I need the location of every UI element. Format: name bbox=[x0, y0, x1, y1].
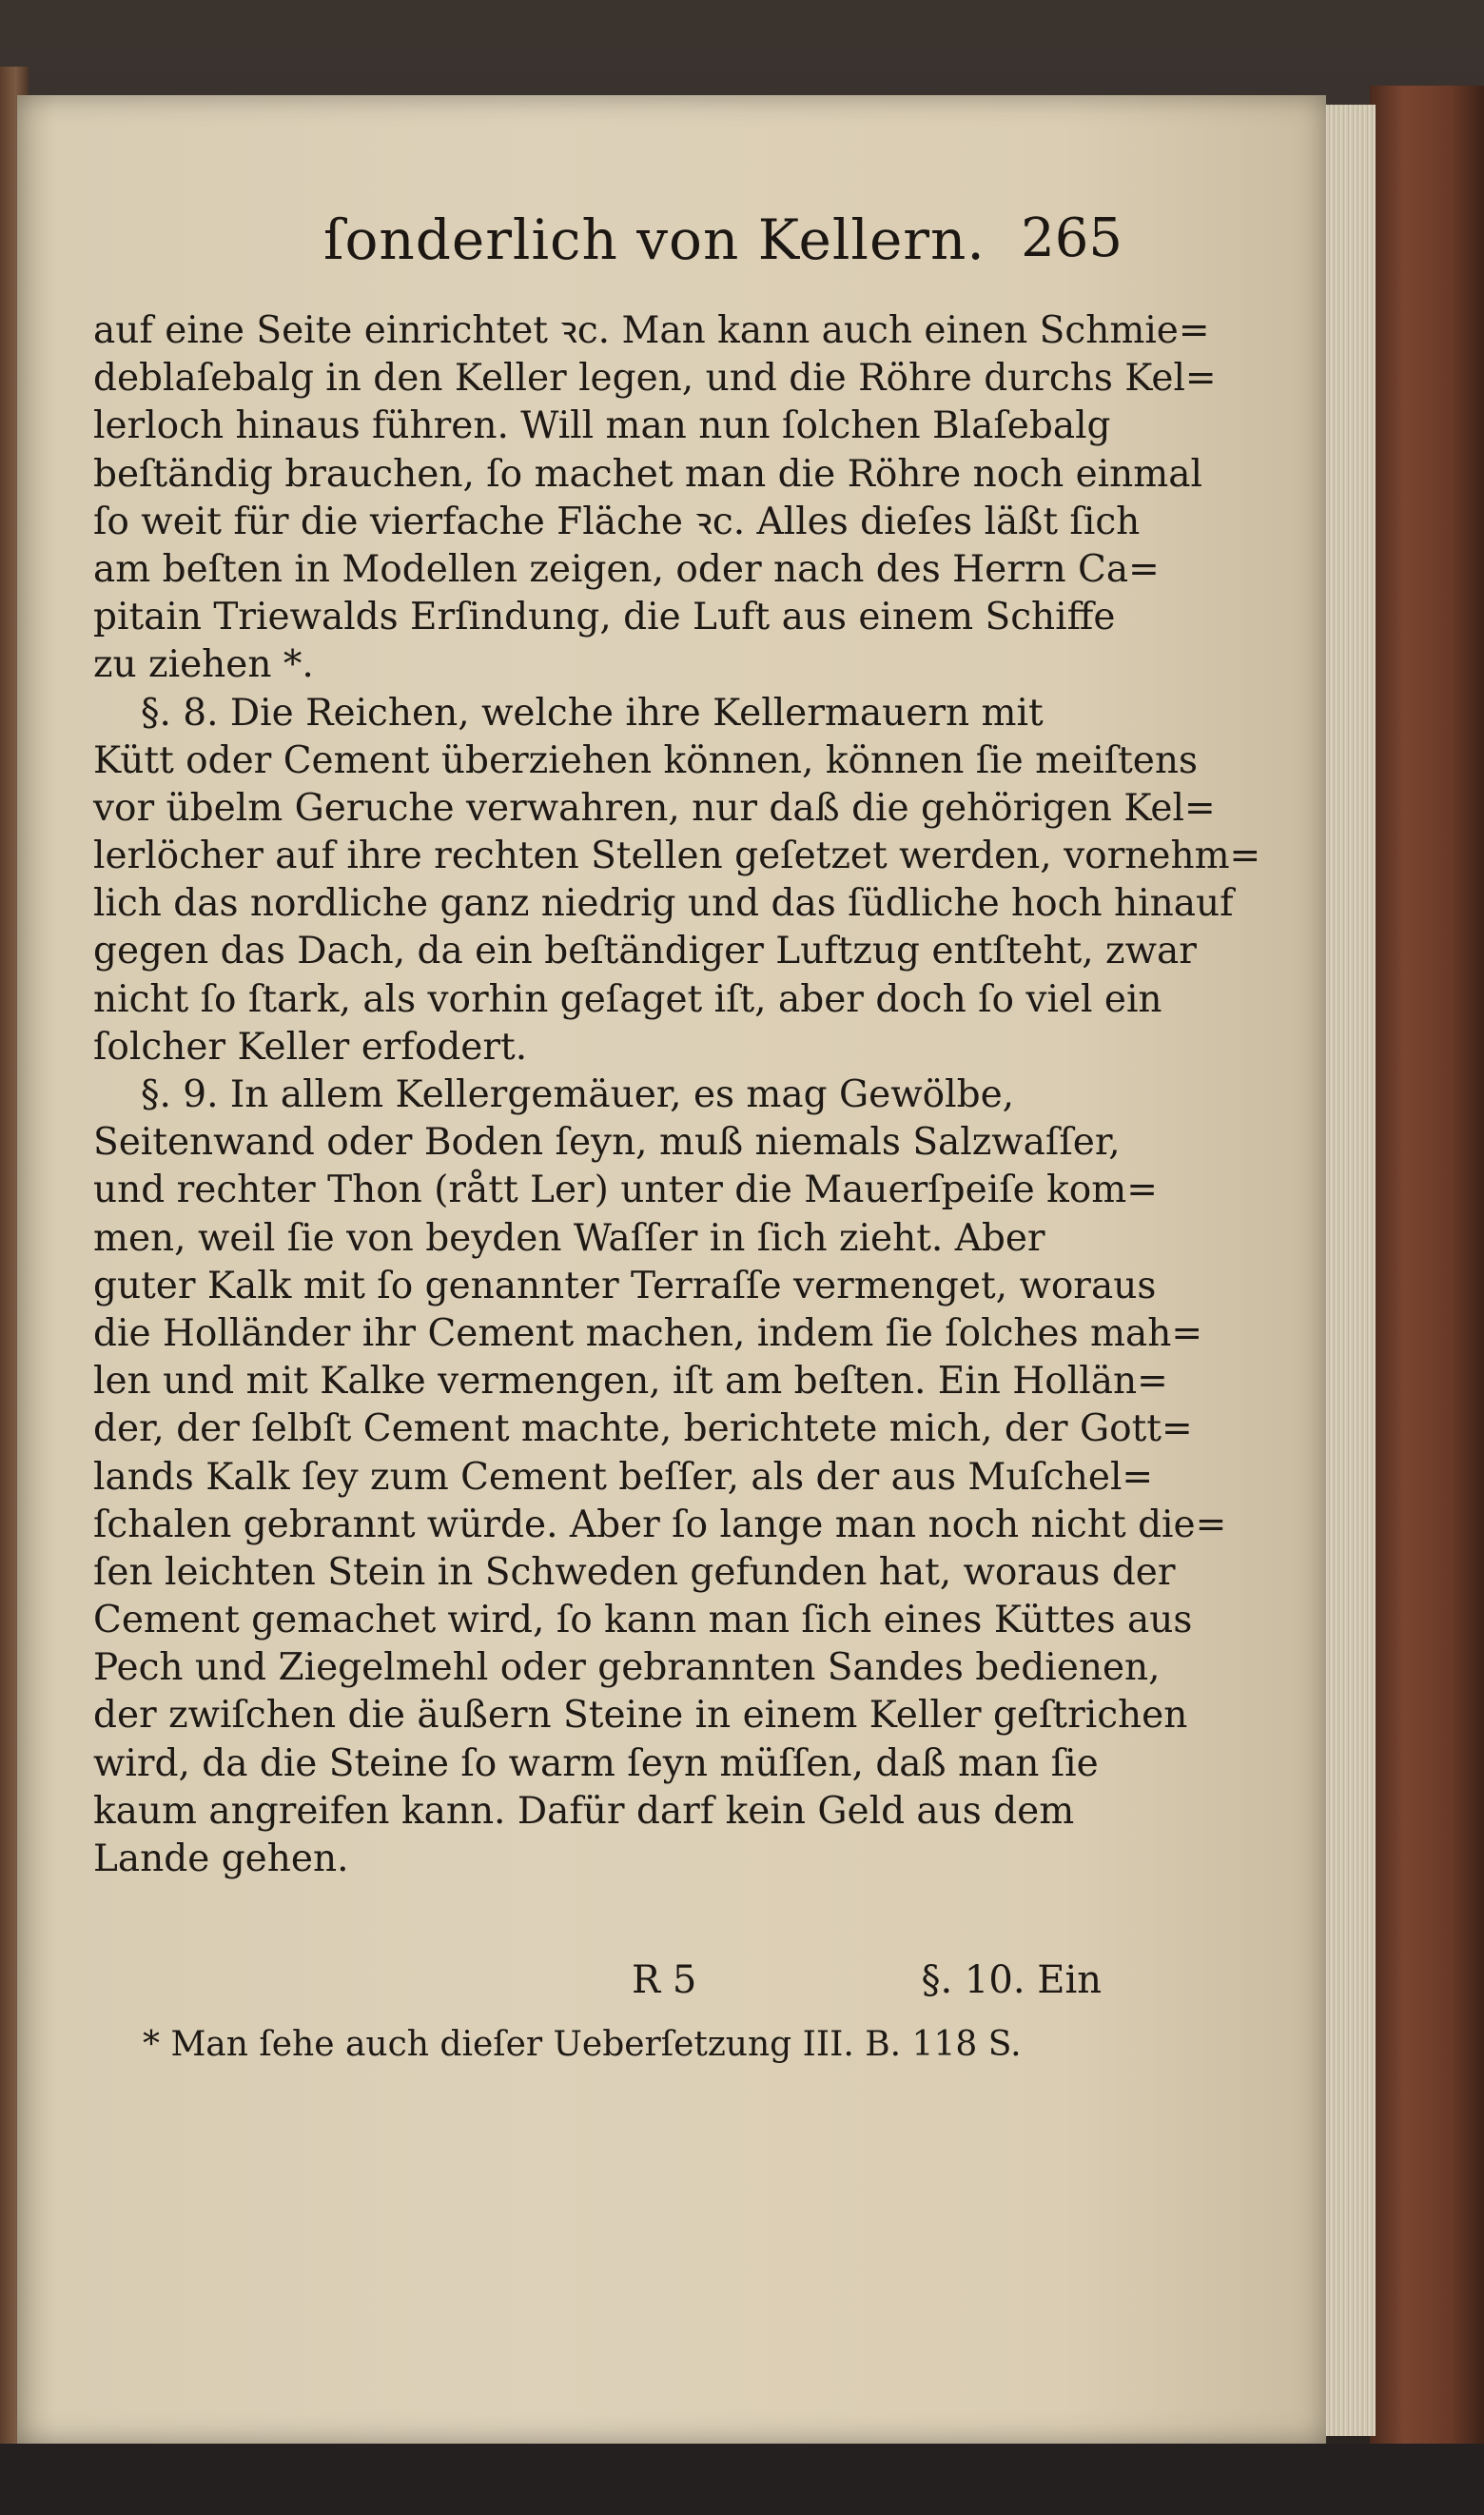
text-line: zu ziehen *. bbox=[93, 643, 314, 687]
text-line: nicht ſo ſtark, als vorhin geſaget iſt, aber doch ſo viel ein bbox=[93, 977, 1162, 1021]
book-cover-edge bbox=[1370, 86, 1484, 2465]
text-line: Cement gemachet wird, ſo kann man ſich eines Küttes aus bbox=[93, 1599, 1193, 1642]
text-line: Lande gehen. bbox=[93, 1837, 349, 1880]
text-line: ſen leichten Stein in Schweden gefunden hat, woraus der bbox=[93, 1550, 1176, 1594]
text-line: auf eine Seite einrichtet ꝛc. Man kann auch einen Schmie= bbox=[93, 309, 1210, 352]
text-line: lerloch hinaus führen. Will man nun ſolchen Blaſebalg bbox=[93, 404, 1111, 448]
text-line: am beſten in Modellen zeigen, oder nach des Herrn Ca= bbox=[93, 547, 1160, 591]
text-line: der zwiſchen die äußern Steine in einem Keller geſtrichen bbox=[93, 1694, 1188, 1738]
text-line: der, der ſelbſt Cement machte, berichtete mich, der Gott= bbox=[93, 1407, 1193, 1451]
text-line: pitain Triewalds Erſindung, die Luft aus einem Schiffe bbox=[93, 596, 1116, 639]
text-line: lands Kalk ſey zum Cement beſſer, als der aus Muſchel= bbox=[93, 1455, 1154, 1499]
text-line: und rechter Thon (rått Ler) unter die Mauerſpeiſe kom= bbox=[93, 1169, 1158, 1212]
text-line: ſchalen gebrannt würde. Aber ſo lange man noch nicht die= bbox=[93, 1503, 1227, 1546]
scan-bottom-margin bbox=[0, 2444, 1484, 2515]
signature-row bbox=[93, 1958, 1102, 2015]
paragraph-start: §. 8. Die Reichen, welche ihre Kellermauern mit bbox=[141, 691, 1044, 735]
text-line: len und mit Kalke vermengen, iſt am beſten. Ein Hollän= bbox=[93, 1360, 1168, 1404]
text-line: ſo weit für die vierfache Fläche ꝛc. Alles dieſes läßt ſich bbox=[93, 500, 1141, 543]
text-line: deblaſebalg in den Keller legen, und die Röhre durchs Kel= bbox=[93, 357, 1217, 401]
text-line: beſtändig brauchen, ſo machet man die Röhre noch einmal bbox=[93, 452, 1202, 496]
printer-signature: R 5 bbox=[632, 1958, 697, 2002]
text-line: Pech und Ziegelmehl oder gebrannten Sandes bedienen, bbox=[93, 1646, 1161, 1690]
text-line: guter Kalk mit ſo genannter Terraſſe vermenget, woraus bbox=[93, 1264, 1157, 1307]
text-line: Seitenwand oder Boden ſeyn, muß niemals Salzwaſſer, bbox=[93, 1121, 1121, 1165]
footnote: * Man ſehe auch dieſer Ueberſetzung III. B. 118 S. bbox=[143, 2025, 1022, 2064]
text-line: lerlöcher auf ihre rechten Stellen geſetzet werden, vornehm= bbox=[93, 835, 1261, 878]
text-line: kaum angreifen kann. Dafür darf kein Geld aus dem bbox=[93, 1789, 1075, 1833]
text-line: ſolcher Keller erfodert. bbox=[93, 1025, 528, 1069]
text-line: Kütt oder Cement überziehen können, können ſie meiſtens bbox=[93, 738, 1199, 782]
running-title: ſonderlich von Kellern. bbox=[323, 207, 986, 272]
paragraph-start: §. 9. In allem Kellergemäuer, es mag Gewölbe, bbox=[141, 1073, 1015, 1116]
text-line: gegen das Dach, da ein beſtändiger Luftzug entſteht, zwar bbox=[93, 930, 1197, 973]
page-number: 265 bbox=[1021, 207, 1123, 269]
text-line: lich das nordliche ganz niedrig und das ſüdliche hoch hinauf bbox=[93, 882, 1234, 926]
text-line: wird, da die Steine ſo warm ſeyn müſſen, daß man ſie bbox=[93, 1741, 1099, 1785]
page-header bbox=[323, 207, 1123, 293]
text-line: die Holländer ihr Cement machen, indem ſie ſolches mah= bbox=[93, 1311, 1203, 1355]
body-text bbox=[93, 307, 1261, 1883]
catchword: §. 10. Ein bbox=[921, 1958, 1102, 2002]
text-line: men, weil ſie von beyden Waſſer in ſich zieht. Aber bbox=[93, 1216, 1045, 1260]
text-line: vor übelm Geruche verwahren, nur daß die gehörigen Kel= bbox=[93, 786, 1216, 830]
